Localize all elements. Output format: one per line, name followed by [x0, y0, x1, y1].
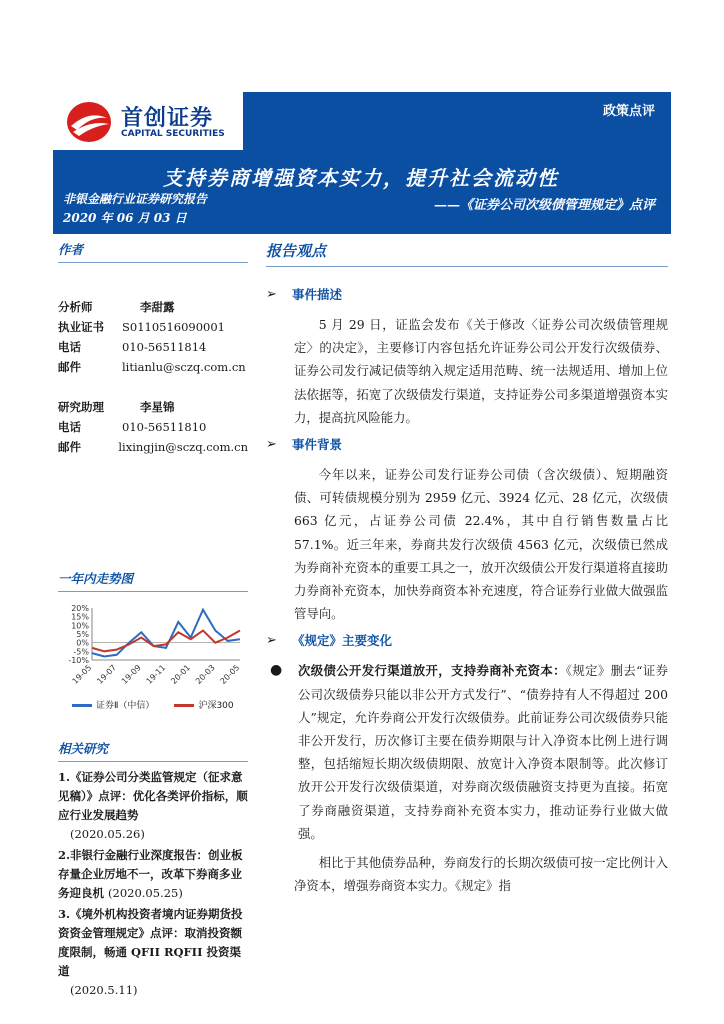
chart-legend	[58, 698, 248, 711]
legend-item-1	[174, 698, 233, 711]
related-research-item[interactable]	[58, 768, 248, 844]
changes-bullet-text	[298, 659, 668, 845]
report-body	[266, 240, 668, 903]
author-heading: 作者	[58, 240, 248, 263]
report-date: 2020 年 06 月 03 日	[63, 211, 187, 225]
comparison-paragraph: 相比于其他债券品种，券商发行的长期次级债可按一定比例计入净资本，增强券商资本实力。《规定》指	[294, 855, 668, 894]
capital-securities-logo-icon	[65, 100, 113, 144]
section-title-event	[266, 285, 668, 303]
y-tick-label: -5%	[73, 647, 89, 657]
analyst-cert: S0110516090001	[122, 320, 225, 334]
related-research-list	[58, 768, 248, 1000]
bullet-dot-icon: ●	[270, 662, 283, 679]
report-title: 支持券商增强资本实力，提升社会流动性	[163, 166, 559, 190]
analyst-role: 分析师	[58, 300, 93, 314]
analyst-name: 李甜露	[140, 300, 175, 314]
cert-label: 执业证书	[58, 320, 104, 334]
assistant-mail[interactable]: lixingjin@sczq.com.cn	[118, 440, 248, 454]
arrow-bullet-icon: ➢	[266, 286, 277, 302]
logo	[53, 92, 243, 150]
bullet-lead: 次级债公开发行渠道放开，支持券商补充资本：	[298, 663, 566, 679]
header-banner	[53, 92, 671, 234]
analyst-mail[interactable]: litianlu@sczq.com.cn	[122, 360, 246, 374]
assistant-row	[58, 397, 248, 417]
related-research-heading: 相关研究	[58, 739, 248, 762]
legend-label-0: 证券Ⅱ（中信）	[96, 701, 155, 711]
related-title: 2.非银行金融行业深度报告：创业板存量企业厉地不一，改革下券商多业务迎良机	[58, 848, 243, 900]
logo-english-name: CAPITAL SECURITIES	[121, 129, 225, 139]
section-title-changes	[266, 631, 668, 649]
analyst-mail-row	[58, 357, 248, 377]
mail-label: 邮件	[58, 440, 81, 454]
related-research-item[interactable]	[58, 905, 248, 1000]
bullet-body: 《规定》删去“证券公司次级债券只能以非公开方式发行”、“债券持有人不得超过 200 人”规定，允许券商公开发行次级债券。此前证券公司次级债券只能非公开发行，历次修订主要在债券期限与计入净资本比例上进行调整，包括缩短长期次级债期限、放宽计入净资本限制等。此次修订放开公开发行次级债渠道，对券商次级债融资支持更为直接。拓宽了券商融资渠道，支持券商补充资本实力，推动证券行业做大做强。	[298, 663, 669, 841]
x-tick-label: 20-05	[218, 663, 242, 686]
related-title: 3.《境外机构投资者境内证券期货投资资金管理规定》点评：取消投资额度限制，畅通 QFII RQFII 投资渠道	[58, 907, 243, 978]
analyst-phone: 010-56511814	[122, 340, 207, 354]
y-tick-label: 10%	[71, 621, 89, 631]
x-tick-label: 19-07	[95, 663, 119, 686]
trend-chart-heading: 一年内走势图	[58, 569, 248, 592]
related-date: (2020.5.11)	[70, 983, 138, 997]
logo-chinese-name: 首创证券	[121, 106, 214, 131]
analyst-row	[58, 297, 248, 317]
assistant-phone-row	[58, 417, 248, 437]
sidebar	[58, 240, 248, 1002]
report-type-badge: 政策点评	[602, 104, 655, 119]
legend-item-0	[72, 698, 154, 711]
trend-chart-svg	[58, 602, 248, 692]
section-title-text: 《规定》主要变化	[292, 633, 393, 649]
y-tick-label: 5%	[76, 630, 89, 639]
y-tick-label: 15%	[71, 612, 89, 622]
changes-bullet	[266, 659, 668, 845]
mail-label: 邮件	[58, 360, 81, 374]
legend-label-1: 沪深300	[198, 701, 234, 711]
report-subtitle: ——《证券公司次级债管理规定》点评	[433, 198, 655, 213]
arrow-bullet-icon: ➢	[266, 436, 277, 452]
phone-label: 电话	[58, 340, 81, 354]
related-date: (2020.05.25)	[108, 886, 183, 900]
phone-label: 电话	[58, 420, 81, 434]
assistant-mail-row	[58, 437, 248, 457]
x-tick-label: 19-11	[144, 663, 168, 686]
report-industry: 非银金融行业证券研究报告	[63, 192, 208, 206]
arrow-bullet-icon: ➢	[266, 632, 277, 648]
trend-chart	[58, 602, 248, 711]
background-paragraph: 今年以来，证券公司发行证券公司债（含次级债）、短期融资债、可转债规模分别为 2959 亿元、3924 亿元、28 亿元，次级债 663 亿元，占证券公司债 22.4%，其中自行销售数量占比 57.1%。近三年来，券商共发行次级债 4563 亿元，次级债已然成为券商补充资本的重要工具之一，放开次级债公开发行渠道将直接助力券商补充资本，加快券商资本补充速度，符合证券行业做大做强监管导向。	[294, 467, 668, 622]
section-title-text: 事件背景	[292, 437, 343, 453]
x-tick-label: 19-09	[119, 663, 143, 686]
analyst-phone-row	[58, 337, 248, 357]
x-tick-label: 20-03	[193, 663, 217, 686]
x-tick-label: 20-01	[169, 663, 193, 686]
assistant-role: 研究助理	[58, 400, 104, 414]
section-title-text: 事件描述	[292, 287, 343, 302]
related-date: (2020.05.26)	[70, 827, 145, 841]
y-tick-label: 20%	[71, 604, 89, 613]
related-research-item[interactable]	[58, 846, 248, 903]
analyst-cert-row	[58, 317, 248, 337]
related-title: 1.《证券公司分类监管规定（征求意见稿）》点评：优化各类评价指标，顺应行业发展趋势	[58, 770, 248, 822]
section-title-background	[266, 435, 668, 453]
assistant-name: 李星锦	[140, 400, 175, 414]
event-paragraph: 5 月 29 日，证监会发布《关于修改〈证券公司次级债管理规定〉的决定》，主要修订内容包括允许证券公司公开发行次级债券、证券公司发行减记债等纳入规定适用范畴、统一法规适用、增加上位法依据等，拓宽了次级债发行渠道，支持证券公司多渠道增强资本实力，提高抗风险能力。	[294, 317, 668, 425]
x-tick-label: 19-05	[70, 663, 94, 686]
y-tick-label: 0%	[76, 638, 89, 648]
viewpoint-heading: 报告观点	[266, 240, 668, 267]
y-tick-label: -10%	[68, 656, 89, 665]
assistant-phone: 010-56511810	[122, 420, 207, 434]
